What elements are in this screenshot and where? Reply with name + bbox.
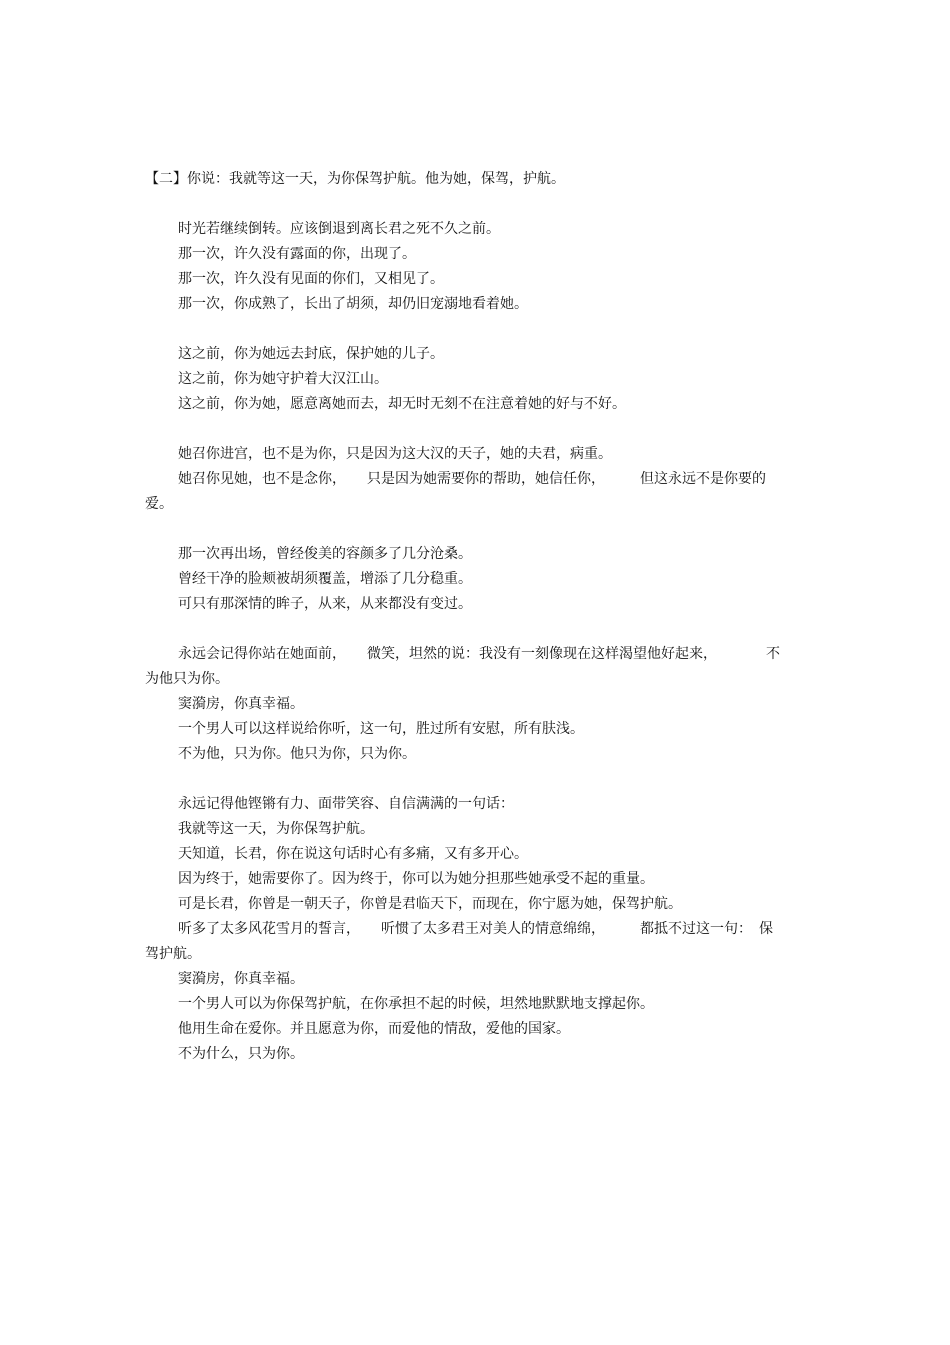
text-line: 窦漪房，你真幸福。 xyxy=(178,971,304,987)
text-line-wrap: 为他只为你。 xyxy=(145,671,229,687)
text-line: 一个男人可以为你保驾护航，在你承担不起的时候，坦然地默默地支撑起你。 xyxy=(178,996,654,1012)
text-line: 曾经干净的脸颊被胡须覆盖，增添了几分稳重。 xyxy=(178,571,472,587)
text-line: 时光若继续倒转。应该倒退到离长君之死不久之前。 xyxy=(178,221,500,237)
section-title: 【二】你说：我就等这一天，为你保驾护航。他为她，保驾，护航。 xyxy=(145,171,565,187)
paragraph-gap xyxy=(145,617,807,642)
paragraph-gap xyxy=(145,517,807,542)
text-line: 那一次，你成熟了，长出了胡须，却仍旧宠溺地看着她。 xyxy=(178,296,528,312)
text-line: 不为什么，只为你。 xyxy=(178,1046,304,1062)
article-body xyxy=(145,167,807,1067)
text-line: 窦漪房，你真幸福。 xyxy=(178,696,304,712)
text-line: 听多了太多风花雪月的誓言， 听惯了太多君王对美人的情意绵绵， 都抵不过这一句： 保 xyxy=(178,921,773,937)
text-line: 可只有那深情的眸子，从来，从来都没有变过。 xyxy=(178,596,472,612)
text-line: 永远记得他铿锵有力、面带笑容、自信满满的一句话： xyxy=(178,796,514,812)
text-line: 那一次，许久没有见面的你们，又相见了。 xyxy=(178,271,444,287)
text-line: 永远会记得你站在她面前， 微笑，坦然的说：我没有一刻像现在这样渴望他好起来， 不 xyxy=(178,646,780,662)
text-line: 她召你见她，也不是念你， 只是因为她需要你的帮助，她信任你， 但这永远不是你要的 xyxy=(178,471,766,487)
text-line-wrap: 驾护航。 xyxy=(145,946,201,962)
text-line: 可是长君，你曾是一朝天子，你曾是君临天下，而现在，你宁愿为她，保驾护航。 xyxy=(178,896,682,912)
text-line: 这之前，你为她远去封底，保护她的儿子。 xyxy=(178,346,444,362)
text-line: 他用生命在爱你。并且愿意为你，而爱他的情敌，爱他的国家。 xyxy=(178,1021,570,1037)
text-line: 不为他，只为你。他只为你，只为你。 xyxy=(178,746,416,762)
text-line: 我就等这一天，为你保驾护航。 xyxy=(178,821,374,837)
text-line-wrap: 爱。 xyxy=(145,496,173,512)
text-line: 这之前，你为她，愿意离她而去，却无时无刻不在注意着她的好与不好。 xyxy=(178,396,626,412)
text-line: 那一次，许久没有露面的你，出现了。 xyxy=(178,246,416,262)
paragraph-gap xyxy=(145,317,807,342)
text-line: 因为终于，她需要你了。因为终于，你可以为她分担那些她承受不起的重量。 xyxy=(178,871,654,887)
text-line: 一个男人可以这样说给你听，这一句，胜过所有安慰，所有肤浅。 xyxy=(178,721,584,737)
text-line: 那一次再出场，曾经俊美的容颜多了几分沧桑。 xyxy=(178,546,472,562)
text-line: 她召你进宫，也不是为你，只是因为这大汉的天子，她的夫君，病重。 xyxy=(178,446,612,462)
paragraph-gap xyxy=(145,417,807,442)
paragraph-gap xyxy=(145,767,807,792)
text-line: 天知道，长君，你在说这句话时心有多痛，又有多开心。 xyxy=(178,846,528,862)
text-line: 这之前，你为她守护着大汉江山。 xyxy=(178,371,388,387)
paragraph-gap xyxy=(145,192,807,217)
